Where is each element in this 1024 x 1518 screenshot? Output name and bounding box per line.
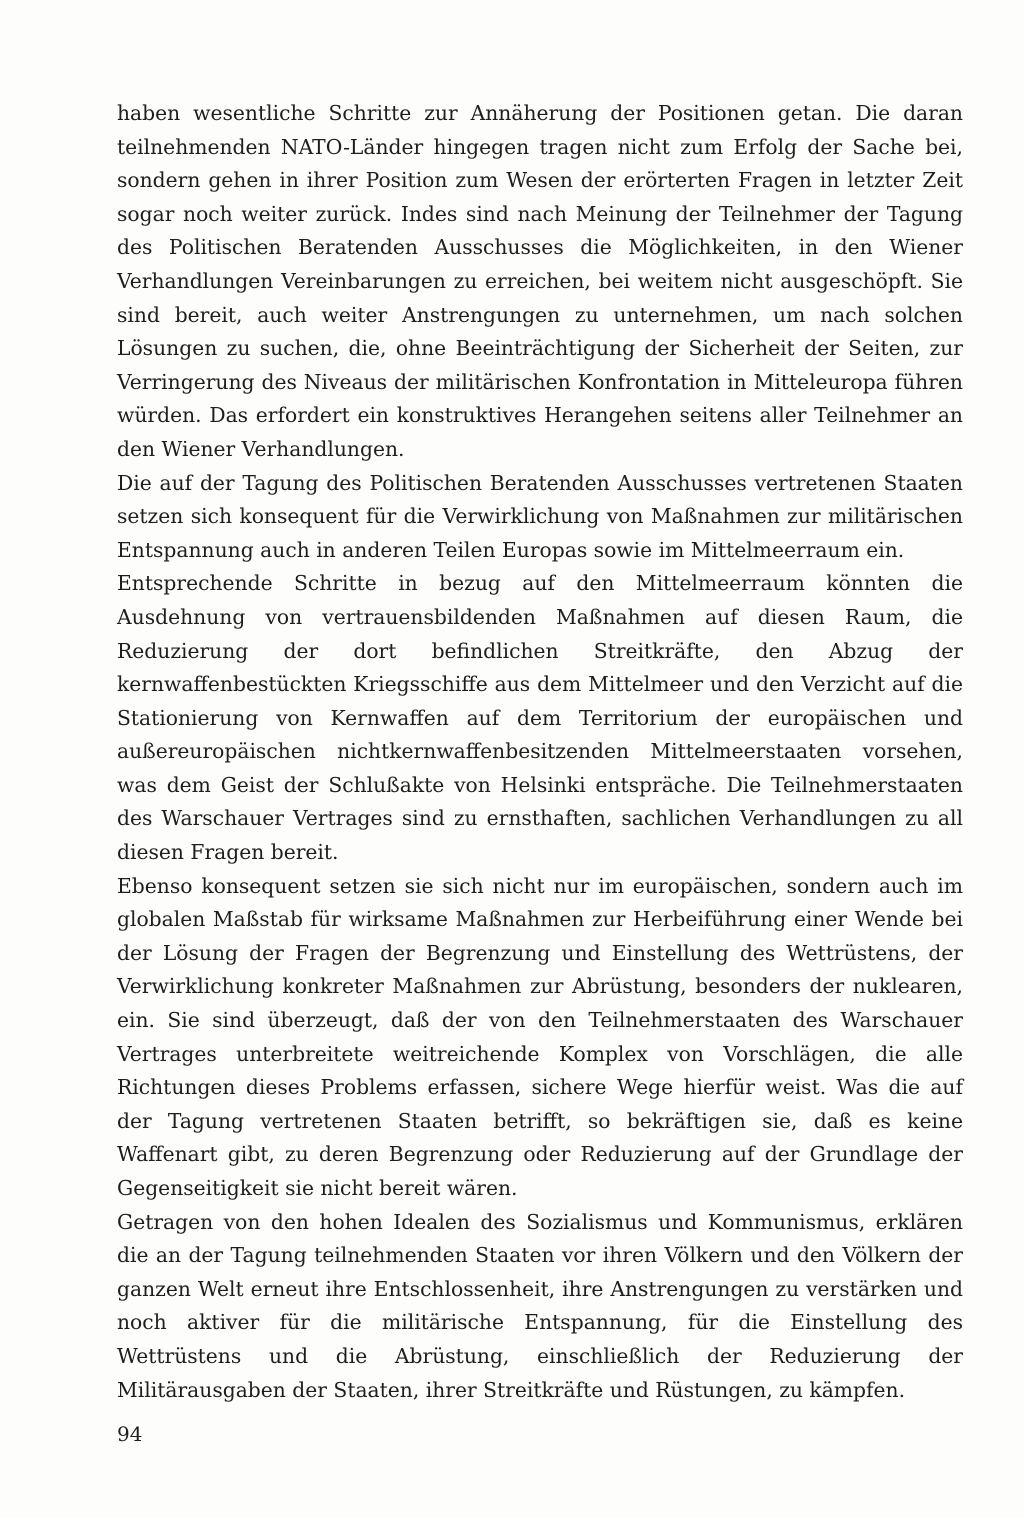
paragraph-3: Entsprechende Schritte in bezug auf den Mittelmeerraum könnten die Ausdehnung von vertrauensbildenden Maßnahmen auf diesen Raum, die Reduzierung der dort befindlichen Streitkräfte, den Abzug der kernwaffenbestückten Kriegsschiffe aus dem Mittelmeer und den Verzicht auf die Stationierung von Kernwaffen auf dem Territorium der europäischen und außereuropäischen nichtkernwaffenbesitzenden Mittelmeerstaaten vorsehen, was dem Geist der Schlußakte von Helsinki entspräche. Die Teilnehmerstaaten des Warschauer Vertrages sind zu ernsthaften, sachlichen Verhandlungen zu all diesen Fragen bereit. <box>117 571 963 865</box>
paragraph-2: Die auf der Tagung des Politischen Beratenden Ausschusses vertretenen Staaten setzen sich konsequent für die Verwirklichung von Maßnahmen zur militärischen Entspannung auch in anderen Teilen Europas sowie im Mittelmeerraum ein. <box>117 470 963 562</box>
paragraph-5: Getragen von den hohen Idealen des Sozialismus und Kommunismus, erklären die an der Tagung teilnehmenden Staaten vor ihren Völkern und den Völkern der ganzen Welt erneut ihre Entschlossenheit, ihre Anstrengungen zu verstärken und noch aktiver für die militärische Entspannung, für die Einstellung des Wettrüstens und die Abrüstung, einschließlich der Reduzierung der Militärausgaben der Staaten, ihrer Streitkräfte und Rüstungen, zu kämpfen. <box>117 1209 963 1402</box>
paragraph-1: haben wesentliche Schritte zur Annäherung der Positionen getan. Die daran teilnehmenden NATO-Länder hingegen tragen nicht zum Erfolg der Sache bei, sondern gehen in ihrer Position zum Wesen der erörterten Fragen in letzter Zeit sogar noch weiter zurück. Indes sind nach Meinung der Teilnehmer der Tagung des Politischen Beratenden Ausschusses die Möglichkeiten, in den Wiener Verhandlungen Vereinbarungen zu erreichen, bei weitem nicht ausgeschöpft. Sie sind bereit, auch weiter Anstrengungen zu unternehmen, um nach solchen Lösungen zu suchen, die, ohne Beeinträchtigung der Sicherheit der Seiten, zur Verringerung des Niveaus der militärischen Konfrontation in Mitteleuropa führen würden. Das erfordert ein konstruktives Herangehen seitens aller Teilnehmer an den Wiener Verhandlungen. <box>117 101 963 461</box>
body-text <box>117 97 963 1407</box>
page-number: 94 <box>117 1422 143 1446</box>
paragraph-4: Ebenso konsequent setzen sie sich nicht nur im europäischen, sondern auch im globalen Maßstab für wirksame Maßnahmen zur Herbeiführung einer Wende bei der Lösung der Fragen der Begrenzung und Einstellung des Wettrüstens, der Verwirklichung konkreter Maßnahmen zur Abrüstung, besonders der nuklearen, ein. Sie sind überzeugt, daß der von den Teilnehmerstaaten des Warschauer Vertrages unterbreitete weitreichende Komplex von Vorschlägen, die alle Richtungen dieses Problems erfassen, sichere Wege hierfür weist. Was die auf der Tagung vertretenen Staaten betrifft, so bekräftigen sie, daß es keine Waffenart gibt, zu deren Begrenzung oder Reduzierung auf der Grundlage der Gegenseitigkeit sie nicht bereit wären. <box>117 873 963 1200</box>
